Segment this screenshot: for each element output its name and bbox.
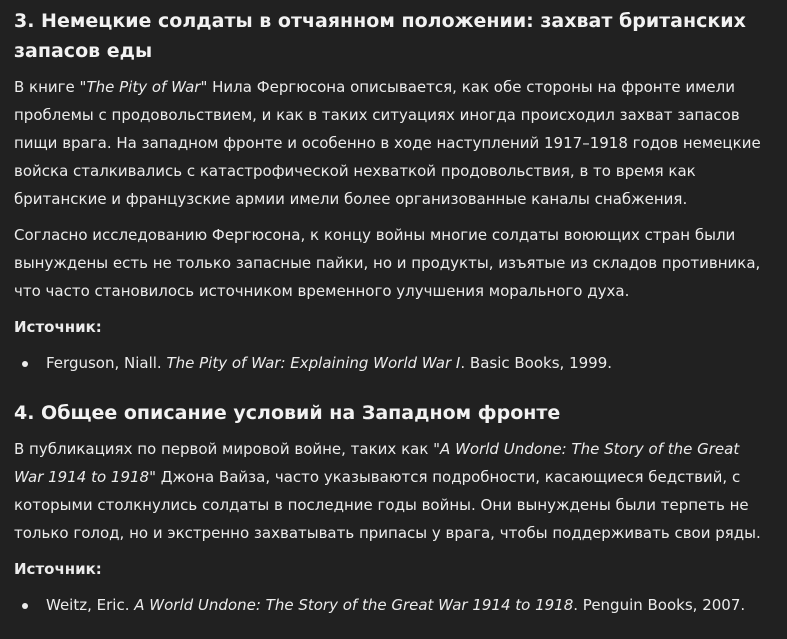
section-4-book-title: "A World Undone: The Story of the Great War 1914 to 1918" — [14, 440, 740, 486]
section-4-source-list — [14, 591, 773, 619]
section-4-source-item — [14, 591, 773, 619]
section-4-p1-after: Джона Вайза, часто указываются подробности, касающиеся бедствий, с которыми столкнулись солдаты в последние годы войны. Они вынуждены были терпеть не только голод, но и экстренно захватывать припасы у врага, чтобы поддерживать свои ряды. — [14, 468, 761, 542]
section-3-source-label: Источник: — [14, 318, 102, 336]
section-3-source-title: The Pity of War: Explaining World War I — [166, 354, 461, 372]
section-4-source-title: A World Undone: The Story of the Great War 1914 to 1918 — [134, 596, 574, 614]
section-3-paragraph-2: Согласно исследованию Фергюсона, к концу войны многие солдаты воюющих стран были вынуждены есть не только запасные пайки, но и продукты, изъятые из складов противника, что часто становилось источником временного улучшения морального духа. — [14, 226, 761, 300]
bullet-icon — [22, 361, 28, 367]
section-3-source-item — [14, 349, 773, 377]
section-3-heading: 3. Немецкие солдаты в отчаянном положении: захват британских запасов еды — [14, 10, 746, 62]
section-4-heading: 4. Общее описание условий на Западном фронте — [14, 402, 561, 424]
section-3-p1-after: " Нила Фергюсона описывается, как обе стороны на фронте имели проблемы с продовольствием, и как в таких ситуациях иногда происходил захват запасов пищи врага. На западном фронте и особенно в ходе наступлений 1917–1918 годов немецкие войска сталкивались с катастрофической нехваткой продовольствия, в то время как британские и французские армии имели более организованные каналы снабжения. — [14, 78, 761, 208]
section-4-paragraph-1 — [14, 435, 773, 547]
section-3-p1-before: В книге " — [14, 78, 87, 96]
section-3-book-title: The Pity of War — [86, 78, 201, 96]
section-4-source-label: Источник: — [14, 560, 102, 578]
section-3-source-author: Ferguson, Niall. — [46, 354, 167, 372]
section-4-p1-before: В публикациях по первой мировой войне, таких как — [14, 440, 434, 458]
section-3-paragraph-1 — [14, 73, 773, 213]
section-3-source-list — [14, 349, 773, 377]
section-4-source-author: Weitz, Eric. — [46, 596, 135, 614]
section-4-source-rest: . Penguin Books, 2007. — [573, 596, 746, 614]
section-3-source-rest: . Basic Books, 1999. — [460, 354, 613, 372]
bullet-icon — [22, 603, 28, 609]
